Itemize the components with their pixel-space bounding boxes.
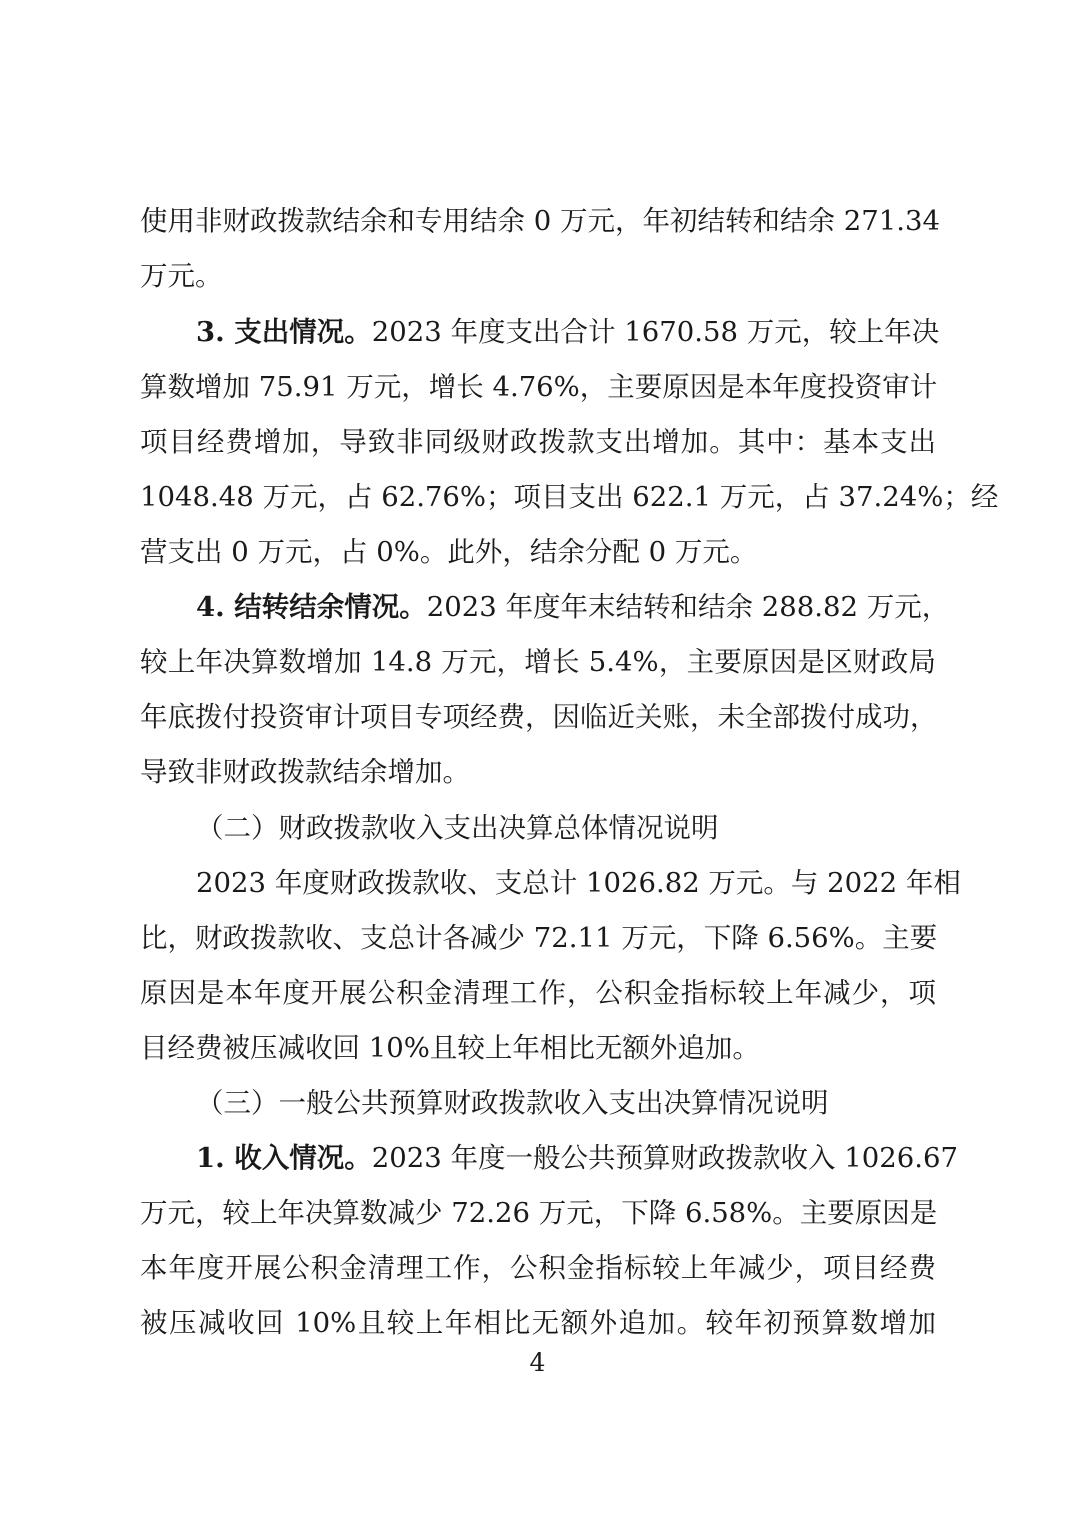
text-line: 年底拨付投资审计项目专项经费，因临近关账，未全部拨付成功，	[140, 701, 938, 733]
text-line: 项目经费增加，导致非同级财政拨款支出增加。其中：基本支出	[140, 426, 936, 458]
paragraph-first-line	[196, 1140, 958, 1176]
text-line: 目经费被压减收回 10%且较上年相比无额外追加。	[140, 1032, 760, 1064]
text-line: 较上年决算数增加 14.8 万元，增长 5.4%，主要原因是区财政局	[140, 646, 936, 678]
paragraph-heading: 4. 结转结余情况。	[196, 591, 427, 623]
text-line: 使用非财政拨款结余和专用结余 0 万元，年初结转和结余 271.34	[140, 205, 940, 237]
paragraph-first-line	[196, 314, 940, 350]
text-line: 营支出 0 万元，占 0%。此外，结余分配 0 万元。	[140, 536, 758, 568]
text-run: 2023 年度一般公共预算财政拨款收入 1026.67	[371, 1142, 958, 1174]
text-line: 2023 年度财政拨款收、支总计 1026.82 万元。与 2022 年相	[196, 867, 961, 899]
text-line: 本年度开展公积金清理工作，公积金指标较上年减少，项目经费	[140, 1252, 936, 1284]
text-line: 原因是本年度开展公积金清理工作，公积金指标较上年减少，项	[140, 977, 936, 1009]
text-line: 万元，较上年决算数减少 72.26 万元，下降 6.58%。主要原因是	[140, 1197, 938, 1229]
text-line: 比，财政拨款收、支总计各减少 72.11 万元，下降 6.56%。主要	[140, 922, 938, 954]
text-run: 2023 年度支出合计 1670.58 万元，较上年决	[371, 316, 940, 348]
text-line: 导致非财政拨款结余增加。	[140, 756, 470, 788]
text-line: 万元。	[140, 260, 223, 292]
page-number: 4	[529, 1348, 546, 1377]
text-line: 1048.48 万元，占 62.76%；项目支出 622.1 万元，占 37.24%；经	[140, 481, 999, 513]
section-title: （三）一般公共预算财政拨款收入支出决算情况说明	[196, 1087, 829, 1119]
paragraph-first-line	[196, 589, 950, 625]
section-title: （二）财政拨款收入支出决算总体情况说明	[196, 812, 719, 844]
text-line: 被压减收回 10%且较上年相比无额外追加。较年初预算数增加	[140, 1307, 936, 1339]
text-line: 算数增加 75.91 万元，增长 4.76%，主要原因是本年度投资审计	[140, 371, 938, 403]
text-run: 2023 年度年末结转和结余 288.82 万元，	[426, 591, 950, 623]
paragraph-heading: 3. 支出情况。	[196, 316, 372, 348]
paragraph-heading: 1. 收入情况。	[196, 1142, 372, 1174]
